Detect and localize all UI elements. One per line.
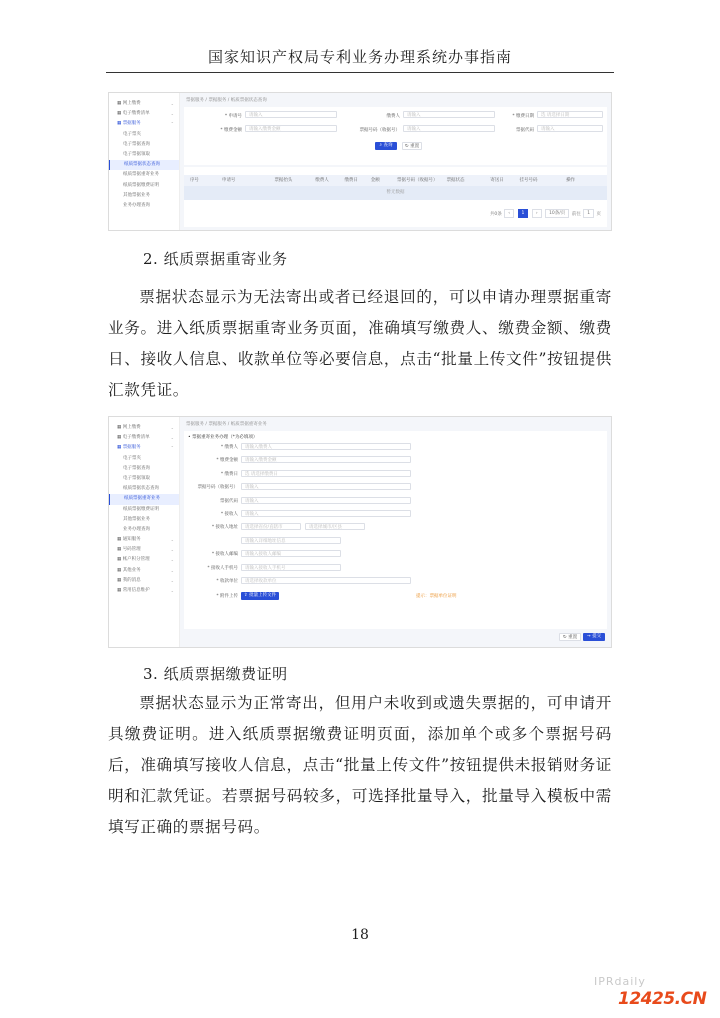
table-header: [184, 175, 607, 186]
sidebar-item-label: 电子票据领取: [123, 475, 150, 481]
table-column-header: 寄送日: [490, 178, 504, 183]
sidebar-item[interactable]: [109, 474, 179, 484]
pay-date-input[interactable]: 选 请选择日期: [537, 111, 603, 118]
sidebar-item[interactable]: [109, 515, 179, 525]
section-3-paragraph: 票据状态显示为正常寄出，但用户未收到或遗失票据的，可申请开具缴费证明。进入纸质票据缴费证明页面，添加单个或多个票据号码后，准确填写接收人信息，点击“批量上传文件”按钮提供未报销财务证明和汇款凭证。若票据号码较多，可选择批量导入，批量导入模板中需填写正确的票据号码。: [108, 694, 612, 836]
sidebar-item[interactable]: [109, 423, 179, 433]
table-column-header: 票据抬头: [274, 178, 293, 183]
table-column-header: 缴费日: [344, 178, 358, 183]
submit-button-label: 提交: [592, 634, 602, 639]
sidebar-item[interactable]: [109, 160, 179, 170]
batch-upload-button[interactable]: [241, 592, 279, 600]
sidebar-item-label: 电子票据领取: [123, 151, 150, 157]
document-header: 国家知识产权局专利业务办理系统办事指南: [207, 48, 512, 66]
form-input[interactable]: 请输入缴费人: [241, 443, 411, 450]
sidebar: [109, 93, 180, 230]
application-no-label: * 申请号: [224, 114, 242, 119]
sidebar-item[interactable]: [109, 201, 179, 211]
application-no-input[interactable]: 请输入: [245, 111, 337, 118]
table-column-header: 挂号号码: [519, 178, 538, 183]
upload-label: * 附件上传: [216, 594, 238, 600]
table-column-header: 序号: [189, 178, 199, 183]
pager-total: 共0条: [489, 212, 502, 217]
payer-input[interactable]: 请输入: [403, 111, 495, 118]
reset-button[interactable]: [402, 142, 422, 150]
menu-icon: ▦: [117, 425, 123, 430]
form-input[interactable]: 请输入缴费金额: [241, 456, 411, 463]
chevron-icon: ⌄: [170, 101, 174, 106]
sidebar-item[interactable]: [109, 566, 179, 576]
sidebar-item-label: 纸质票据状态查询: [123, 486, 159, 492]
submit-icon: →: [586, 634, 591, 639]
sidebar-item[interactable]: [109, 130, 179, 140]
sidebar-item[interactable]: [109, 576, 179, 586]
result-panel: [184, 167, 607, 227]
query-panel: [184, 107, 607, 165]
chevron-icon: ⌄: [170, 567, 174, 573]
form-input[interactable]: 请输入: [241, 510, 411, 517]
form-section-title: • 票据重寄业务办理（*为必填项）: [188, 435, 258, 440]
chevron-icon: ⌄: [170, 425, 174, 430]
sidebar-item[interactable]: [109, 181, 179, 191]
watermark-site-logo: 12425.CN: [618, 989, 707, 1009]
sidebar-item[interactable]: [109, 484, 179, 494]
bill-code-label: 票据代码: [516, 128, 534, 133]
sidebar-item-label: 电子缴费清单: [122, 435, 150, 441]
sidebar-item[interactable]: [109, 586, 179, 596]
sidebar-item-label: 其他票据业务: [123, 516, 150, 522]
section-2-paragraph: 票据状态显示为无法寄出或者已经退回的，可以申请办理票据重寄业务。进入纸质票据重寄业务页面，准确填写缴费人、缴费金额、缴费日、接收人信息、收款单位等必要信息，点击“批量上传文件”按钮提供汇款凭证。: [108, 288, 612, 399]
payer-label: 缴费人: [386, 114, 400, 119]
main-area: [180, 417, 611, 647]
bill-code-input[interactable]: 请输入: [537, 125, 603, 132]
chevron-icon: ⌃: [170, 121, 174, 127]
page-number: 18: [351, 927, 369, 943]
chevron-icon: ⌄: [170, 537, 174, 543]
sidebar-item-label: 纸质票据状态查询: [124, 162, 160, 168]
sidebar-item[interactable]: [109, 505, 179, 515]
pager-next[interactable]: ›: [532, 209, 542, 218]
form-label: * 接收人: [220, 512, 238, 517]
sidebar-item-label: 其他票据业务: [123, 192, 150, 198]
sidebar-item-label: 其他业务: [122, 567, 141, 573]
sidebar-item-label: 电子票据查询: [123, 465, 150, 471]
form-label: * 接收人手机号: [207, 565, 238, 571]
sidebar-item[interactable]: [109, 555, 179, 565]
address-select[interactable]: 请选择城市/区县: [305, 523, 365, 530]
sidebar-item-label: 纸质票据缴费证明: [123, 182, 159, 188]
sidebar-item-label: 网上缴费: [122, 425, 141, 430]
pagination: [490, 209, 601, 218]
breadcrumb: 票据服务 / 票据服务 / 纸质票据重寄业务: [186, 422, 267, 427]
sidebar-item-label: 纸质票据重寄业务: [123, 172, 159, 178]
sidebar-item-label: 业务办理查询: [123, 202, 150, 208]
header-rule: [106, 72, 614, 73]
search-button-label: 查询: [383, 143, 393, 148]
sidebar-item-label: 号码管理: [122, 547, 141, 553]
sidebar-item-label: 电子缴费清单: [122, 111, 150, 117]
form-label: * 收款单位: [216, 579, 238, 584]
chevron-icon: ⌃: [170, 445, 174, 451]
watermark-brand: IPRdaily: [594, 975, 646, 988]
chevron-icon: ⌄: [170, 557, 174, 563]
menu-icon: ▦: [117, 567, 123, 573]
sidebar-item[interactable]: [109, 494, 179, 504]
sidebar-item-label: 通知服务: [122, 537, 141, 543]
sidebar-item[interactable]: [109, 443, 179, 453]
form-input[interactable]: 请输入接收人手机号: [241, 564, 341, 571]
form-label: 票据号码（收据号）: [197, 485, 238, 491]
chevron-icon: ⌄: [170, 577, 174, 583]
pager-current[interactable]: 1: [518, 209, 529, 218]
sidebar-item-label: 纸质票据重寄业务: [124, 496, 160, 502]
form-label: * 缴费人: [220, 445, 238, 450]
menu-icon: ▦: [117, 537, 123, 543]
sidebar-item[interactable]: [109, 99, 179, 109]
form-input[interactable]: 请输入: [241, 497, 411, 504]
menu-icon: ▦: [117, 557, 123, 563]
reset-button[interactable]: [559, 633, 581, 641]
amount-label: * 缴费金额: [220, 128, 242, 133]
menu-icon: ▦: [117, 445, 123, 451]
amount-input[interactable]: 请输入缴费金额: [245, 125, 337, 132]
chevron-icon: ⌄: [170, 111, 174, 117]
reset-icon: ↻: [562, 635, 567, 640]
upload-hint: 提示：票据单位证明: [416, 594, 457, 600]
form-label: * 接收人地址: [211, 525, 238, 531]
menu-icon: ▦: [117, 121, 123, 127]
sidebar-item[interactable]: [109, 525, 179, 535]
batch-upload-label: 批量上传文件: [249, 593, 277, 599]
form-label: * 缴费日: [220, 471, 238, 477]
menu-icon: ▦: [117, 101, 123, 106]
sidebar-item-label: 电子票据查询: [123, 141, 150, 147]
form-label: 票据代码: [220, 498, 238, 504]
main-area: [180, 93, 611, 230]
menu-icon: ▦: [117, 111, 123, 117]
pager-goto-suffix: 页: [596, 212, 601, 217]
table-column-header: 票据号码（收据号）: [396, 178, 438, 183]
sidebar-item-label: 纸质票据缴费证明: [123, 506, 159, 512]
sidebar-item-label: 票据服务: [122, 121, 141, 127]
address-select[interactable]: 请选择省份/直辖市: [241, 523, 301, 530]
form-input[interactable]: 请输入: [241, 483, 411, 490]
pager-prev[interactable]: ‹: [504, 209, 514, 218]
chevron-icon: ⌄: [170, 547, 174, 553]
table-column-header: 票据状态: [446, 178, 465, 183]
submit-button[interactable]: [583, 633, 605, 641]
breadcrumb: 票据服务 / 票据服务 / 纸质票据状态查询: [186, 98, 267, 103]
sidebar-item[interactable]: [109, 433, 179, 443]
search-button[interactable]: [375, 142, 397, 150]
sidebar-item[interactable]: [109, 170, 179, 180]
sidebar-item[interactable]: [109, 119, 179, 129]
sidebar-item[interactable]: [109, 535, 179, 545]
sidebar-item-label: 我的消息: [122, 577, 141, 583]
menu-icon: ▦: [117, 577, 123, 583]
table-column-header: 申请号: [221, 178, 236, 183]
section-3-heading: 3. 纸质票据缴费证明: [143, 665, 288, 683]
bill-no-input[interactable]: 请输入: [403, 125, 495, 132]
form-label: * 接收人邮编: [211, 552, 238, 558]
sidebar-item-label: 电子票夹: [123, 131, 141, 137]
menu-icon: ▦: [117, 547, 123, 553]
sidebar-item-label: 票据服务: [122, 445, 141, 451]
sidebar-item-label: 网上缴费: [122, 101, 141, 106]
sidebar-item[interactable]: [109, 464, 179, 474]
pager-goto-input[interactable]: 1: [583, 209, 594, 218]
resend-form-panel: [184, 431, 607, 629]
section-2-heading: 2. 纸质票据重寄业务: [143, 250, 288, 268]
reset-icon: ↻: [404, 144, 409, 149]
pay-date-label: * 缴费日期: [512, 114, 534, 119]
sidebar-item[interactable]: [109, 150, 179, 160]
pager-size-select[interactable]: 10条/页: [545, 209, 569, 218]
form-input[interactable]: 请输入接收人邮编: [241, 550, 341, 557]
chevron-icon: ⌄: [170, 588, 174, 593]
bill-no-label: 票据号码（收据号）: [359, 128, 400, 133]
form-label: * 缴费金额: [216, 458, 238, 464]
sidebar-item[interactable]: [109, 191, 179, 201]
sidebar-item-label: 电子票夹: [123, 455, 141, 461]
sidebar-item-label: 业务办理查询: [123, 526, 150, 532]
empty-row: 暂无数据: [184, 186, 607, 200]
table-column-header: 缴费人: [315, 178, 329, 183]
screenshot-bill-status-query: [108, 92, 612, 231]
chevron-icon: ⌄: [170, 435, 174, 441]
reset-button-label: 重置: [410, 144, 420, 149]
form-input[interactable]: 请选择收款单位: [241, 577, 411, 584]
table-column-header: 操作: [566, 178, 576, 183]
form-input[interactable]: 请输入详细地址信息: [241, 537, 341, 544]
upload-icon: ⇪: [243, 593, 250, 599]
sidebar-item[interactable]: [109, 545, 179, 555]
screenshot-bill-resend: [108, 416, 612, 648]
sidebar: [109, 417, 180, 647]
sidebar-item-label: 帐户积分管理: [122, 557, 150, 563]
sidebar-item[interactable]: [109, 454, 179, 464]
menu-icon: ▦: [117, 588, 123, 593]
sidebar-item[interactable]: [109, 109, 179, 119]
sidebar-item-label: 常用信息维护: [122, 588, 150, 593]
reset-button-label: 重置: [568, 635, 578, 640]
table-column-header: 金额: [370, 178, 380, 183]
menu-icon: ▦: [117, 435, 123, 441]
form-input[interactable]: 选 请选择缴费日: [241, 470, 411, 477]
search-icon: ⌕: [379, 143, 383, 148]
sidebar-item[interactable]: [109, 140, 179, 150]
pager-goto-prefix: 前往: [571, 212, 581, 217]
